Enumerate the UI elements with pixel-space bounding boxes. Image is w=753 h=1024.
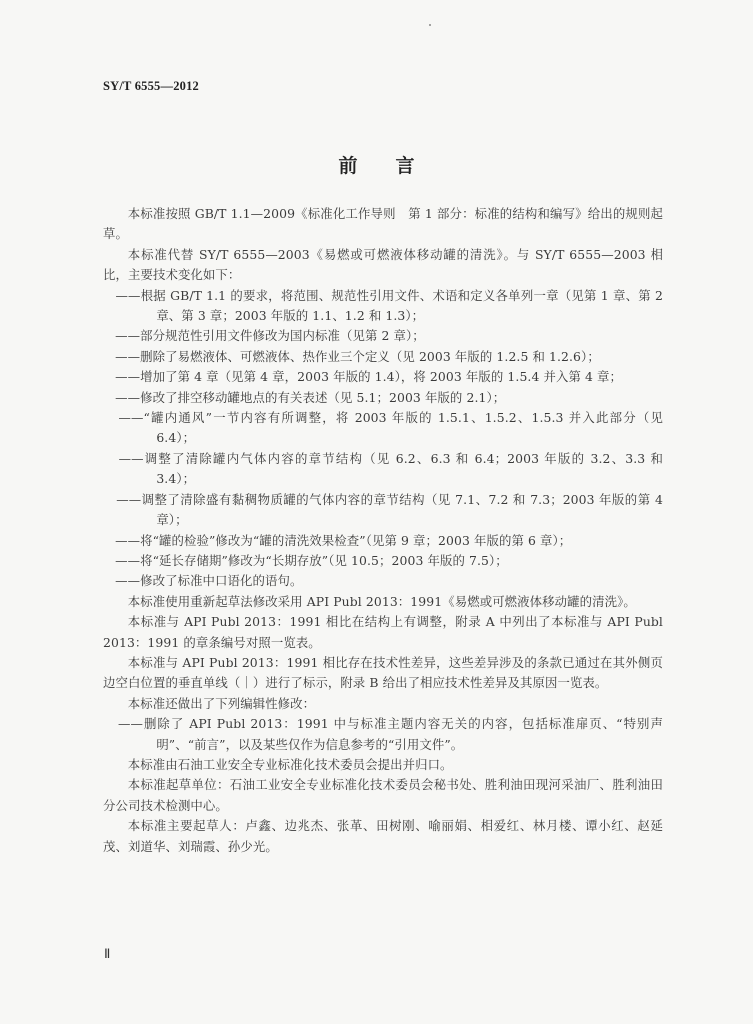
paragraph-drafting-units: 本标准起草单位：石油工业安全专业标准化技术委员会秘书处、胜利油田现河采油厂、胜利油田分公司技术检测中心。 <box>103 777 663 813</box>
editorial-item: —— 删除了 API Publ 2013：1991 中与标准主题内容无关的内容，包括标准扉页、“特别声明”、“前言”，以及某些仅作为信息参考的“引用文件”。 <box>103 714 663 755</box>
change-item: —— 调整了清除盛有黏稠物质罐的气体内容的章节结构（见 7.1、7.2 和 7.3；2003 年版的第 4 章）； <box>103 490 663 531</box>
scan-speck <box>429 24 431 26</box>
paragraph-structure: 本标准与 API Publ 2013：1991 相比在结构上有调整，附录 A 中列出了本标准与 API Publ 2013：1991 的章条编号对照一览表。 <box>103 614 663 650</box>
change-item: —— 将“罐的检验”修改为“罐的清洗效果检查”（见第 9 章；2003 年版的第 6 章）； <box>103 531 663 551</box>
change-item: —— “罐内通风”一节内容有所调整，将 2003 年版的 1.5.1、1.5.2、1.5.3 并入此部分（见 6.4）； <box>103 408 663 449</box>
paragraph-proposed-by: 本标准由石油工业安全专业标准化技术委员会提出并归口。 <box>127 756 453 772</box>
document-code: SY/T 6555—2012 <box>103 79 199 93</box>
paragraph-editorial-intro: 本标准还做出了下列编辑性修改： <box>127 695 316 711</box>
paragraph-adoption: 本标准使用重新起草法修改采用 API Publ 2013：1991《易燃或可燃液体移动罐的清洗》。 <box>127 593 636 609</box>
paragraph-replaces: 本标准代替 SY/T 6555—2003《易燃或可燃液体移动罐的清洗》。与 SY/T 6555—2003 相比，主要技术变化如下： <box>103 246 663 283</box>
change-item: —— 增加了第 4 章（见第 4 章，2003 年版的 1.4），将 2003 年版的 1.5.4 并入第 4 章； <box>103 367 663 387</box>
change-item: —— 修改了排空移动罐地点的有关表述（见 5.1；2003 年版的 2.1）； <box>103 388 663 408</box>
change-item: —— 将“延长存储期”修改为“长期存放”（见 10.5；2003 年版的 7.5）； <box>103 551 663 571</box>
paragraph-drafters: 本标准主要起草人：卢鑫、边兆杰、张革、田树刚、喻丽娟、相爱红、林月楼、谭小红、赵延茂、刘道华、刘瑞霞、孙少光。 <box>103 818 663 854</box>
change-item: —— 删除了易燃液体、可燃液体、热作业三个定义（见 2003 年版的 1.2.5 和 1.2.6）； <box>103 347 663 367</box>
change-item: —— 修改了标准中口语化的语句。 <box>103 571 663 591</box>
change-item: —— 部分规范性引用文件修改为国内标准（见第 2 章）； <box>103 326 663 346</box>
page-title: 前言 <box>338 155 453 177</box>
page-number: Ⅱ <box>104 946 111 961</box>
change-item: —— 调整了清除罐内气体内容的章节结构（见 6.2、6.3 和 6.4；2003 年版的 3.2、3.3 和 3.4）； <box>103 449 663 490</box>
foreword-body <box>103 204 663 857</box>
paragraph-technical-differences: 本标准与 API Publ 2013：1991 相比存在技术性差异，这些差异涉及的条款已通过在其外侧页边空白位置的垂直单线（｜）进行了标示，附录 B 给出了相应技术性差异及其原因一览表。 <box>103 654 663 691</box>
paragraph-drafting-rules: 本标准按照 GB/T 1.1—2009《标准化工作导则 第 1 部分：标准的结构和编写》给出的规则起草。 <box>103 206 663 242</box>
change-item: —— 根据 GB/T 1.1 的要求，将范围、规范性引用文件、术语和定义各单列一章（见第 1 章、第 2 章、第 3 章；2003 年版的 1.1、1.2 和 1.3）； <box>103 286 663 327</box>
